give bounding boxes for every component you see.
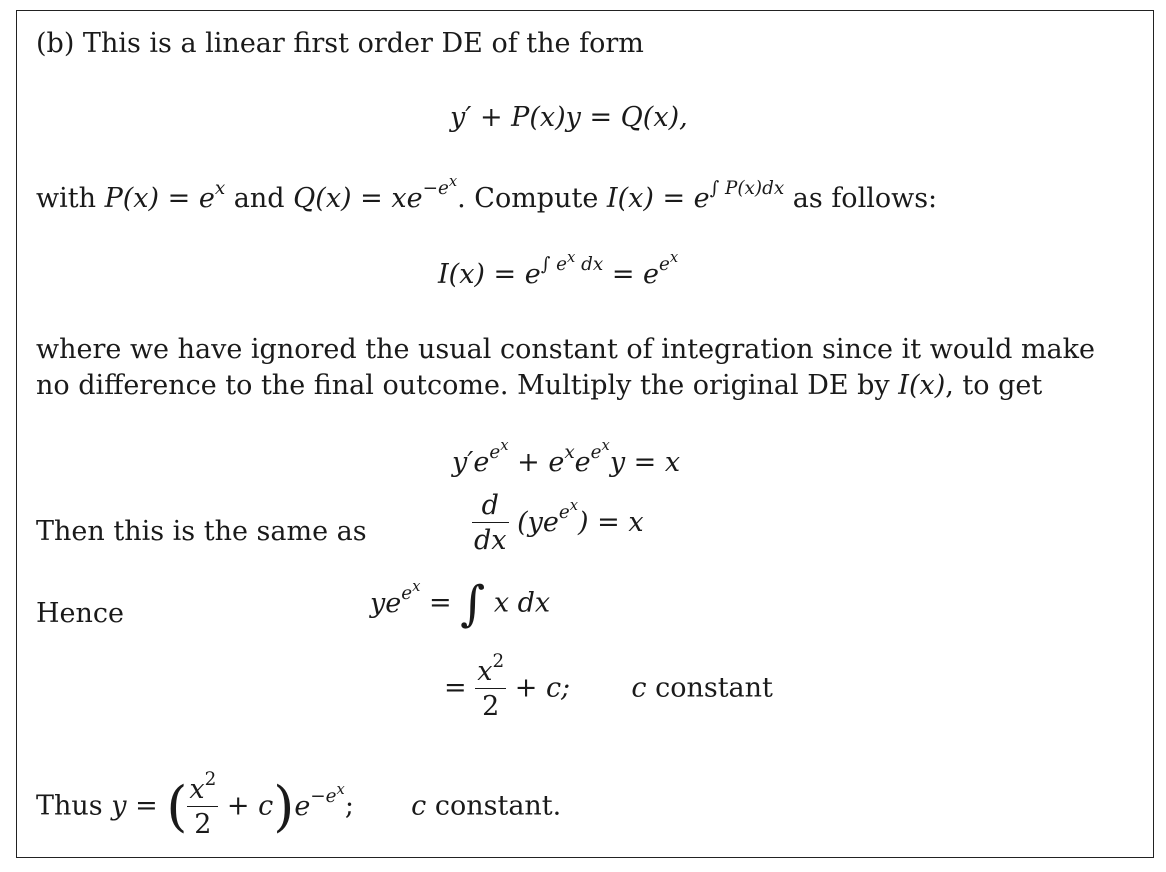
hence-text: Hence (36, 598, 125, 629)
equation-derivative-form: $\frac{d}{dx}$ $(ye^{e^x}) = x$ (474, 490, 644, 556)
d-dx-fraction: $\frac{d}{dx}$ (474, 490, 507, 556)
x-squared-over-2: $\frac{x^2}{2}$ (477, 651, 505, 722)
equation-integral: $ye^{e^x}$ = ∫ x dx (370, 576, 551, 632)
equation-integrating-factor: $I(x) = e^{\int e^x dx} = e^{e^x}$ (438, 249, 679, 290)
i-definition: $I(x) = e^{\int P(x)dx}$ (606, 178, 785, 214)
equation-multiplied: $y'e^{e^x} + e^xe^{e^x}y = x$ (452, 437, 681, 478)
compute-word: . Compute (457, 182, 599, 214)
solution-box (16, 10, 1154, 858)
as-follows-word: as follows: (792, 182, 938, 214)
with-word: with (36, 182, 96, 214)
eq1-text: y′ + P(x)y = Q(x), (450, 102, 688, 133)
final-fraction: $\frac{x^2}{2}$ (189, 769, 217, 840)
equation-integrated: = $\frac{x^2}{2}$ + c; c constant (444, 651, 773, 722)
p-definition: $P(x) = e^x$ (104, 178, 226, 214)
paragraph-line-2: no difference to the final outcome. Multiply the original DE by I(x), to get (36, 370, 1043, 401)
equation-general-form (450, 104, 688, 131)
definitions-line (36, 173, 938, 214)
paragraph-line-1: where we have ignored the usual constant of integration since it would make (36, 334, 1095, 365)
intro-text: (b) This is a linear first order DE of the form (36, 28, 644, 59)
integral-sign: ∫ (460, 576, 486, 632)
and-word: and (233, 182, 285, 214)
q-definition: $Q(x) = xe^{-e^x}$ (293, 173, 458, 214)
then-text: Then this is the same as (36, 516, 367, 547)
final-solution: Thus y = ( $\frac{x^2}{2}$ + $c)e^{-e^x}$; c constant. (36, 769, 562, 840)
